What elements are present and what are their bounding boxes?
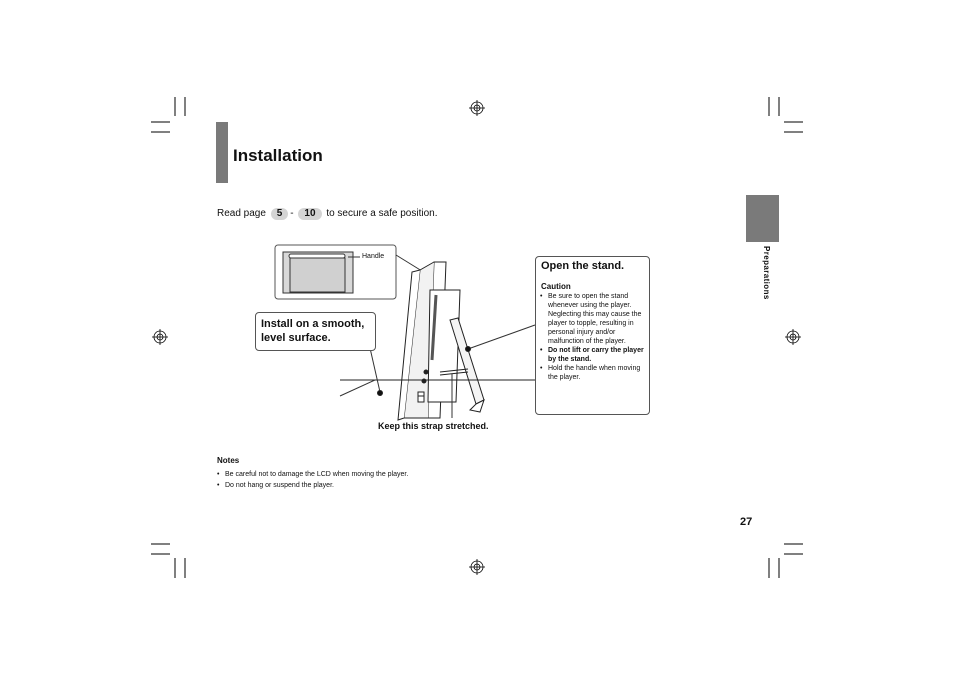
notes-list xyxy=(217,469,408,491)
strap-label: Keep this strap stretched. xyxy=(378,421,489,431)
note-item: • Do not hang or suspend the player. xyxy=(217,480,408,491)
intro-prefix: Read page xyxy=(217,208,266,219)
page-ref-b[interactable]: 10 xyxy=(298,208,321,220)
caution-item: • Do not lift or carry the player by the stand. xyxy=(539,346,647,364)
install-callout-text: Install on a smooth, level surface. xyxy=(261,318,365,344)
caution-item: • Hold the handle when moving the player. xyxy=(539,364,647,382)
note-item: • Be careful not to damage the LCD when moving the player. xyxy=(217,469,408,480)
open-stand-title: Open the stand. xyxy=(541,260,625,272)
page-title: Installation xyxy=(233,146,323,165)
handle-label: Handle xyxy=(362,253,385,260)
page-ref-a[interactable]: 5 xyxy=(271,208,289,220)
section-tab-label: Preparations xyxy=(762,246,771,300)
caution-list xyxy=(539,292,647,382)
caution-item: • Be sure to open the stand whenever using the player. Neglecting this may cause the player to topple, resulting in personal injury and/or malfunction of the player. xyxy=(539,292,647,346)
page-number: 27 xyxy=(740,516,753,528)
handle-icon xyxy=(289,254,345,258)
intro-separator: - xyxy=(290,208,294,219)
notes-title: Notes xyxy=(217,456,240,465)
caution-title: Caution xyxy=(541,282,571,291)
intro-suffix: to secure a safe position. xyxy=(326,208,438,219)
